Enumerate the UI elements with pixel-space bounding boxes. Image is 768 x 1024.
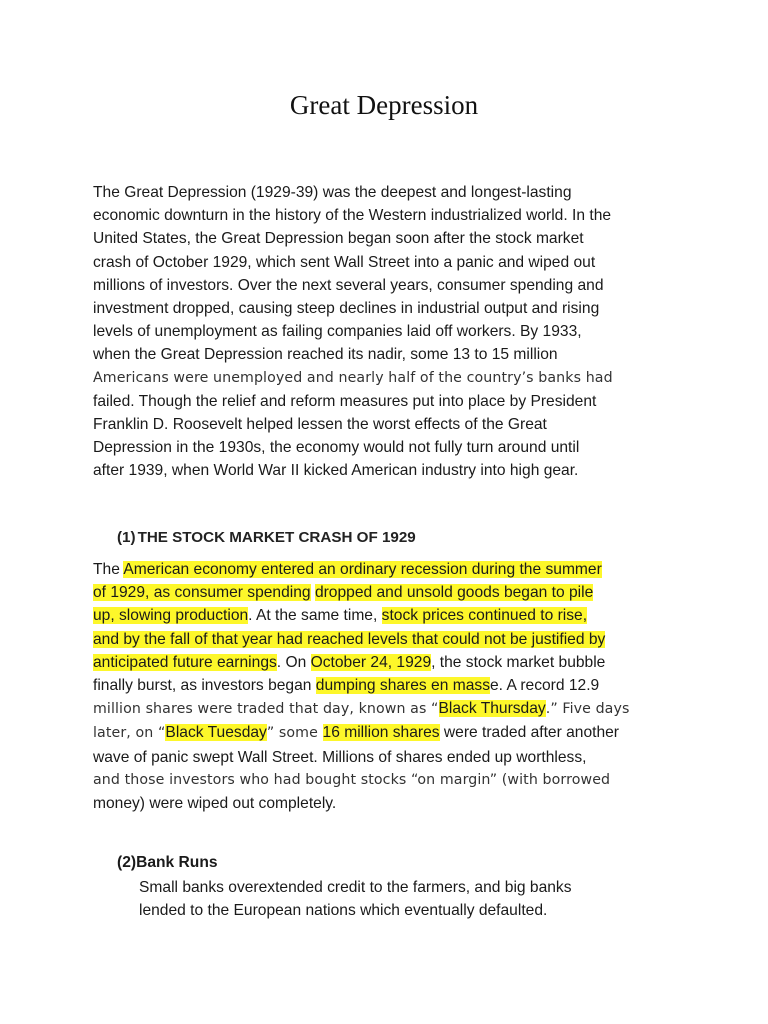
highlighted-text: stock prices continued to rise, — [381, 607, 588, 625]
section-1-line — [93, 651, 683, 674]
highlighted-text: 16 million shares — [322, 724, 440, 742]
intro-line: investment dropped, causing steep declines in industrial output and rising — [93, 300, 600, 318]
intro-line: after 1939, when World War II kicked American industry into high gear. — [93, 462, 579, 480]
text-run: The — [93, 561, 124, 578]
section-1-line — [93, 628, 683, 651]
highlighted-text: of 1929, as consumer spending — [93, 584, 311, 602]
section-2-paragraph — [139, 876, 572, 922]
section-1-line — [93, 697, 683, 721]
text-run: . At the same time, — [248, 607, 382, 625]
text-run: were traded after another — [439, 724, 619, 742]
intro-line: millions of investors. Over the next several years, consumer spending and — [93, 276, 604, 294]
intro-line: when the Great Depression reached its nadir, some 13 to 15 million — [93, 346, 558, 364]
text-run: later, on “ — [93, 725, 166, 742]
text-run: . On — [276, 653, 311, 671]
highlighted-text: October 24, 1929 — [310, 653, 432, 671]
intro-line: levels of unemployment as failing companies laid off workers. By 1933, — [93, 323, 582, 341]
section-1-line — [93, 674, 683, 697]
text-run: , the stock market bubble — [431, 653, 606, 671]
highlighted-text: anticipated future earnings — [93, 653, 277, 671]
section-2-number: (2) — [117, 854, 137, 871]
intro-line: Franklin D. Roosevelt helped lessen the worst effects of the Great — [93, 416, 547, 434]
text-run: ” some — [266, 725, 323, 742]
section-1-line: and those investors who had bought stocks “on margin” (with borrowed — [93, 771, 611, 788]
section-1-line — [93, 604, 683, 627]
highlighted-text: dumping shares en mass — [315, 677, 490, 695]
text-run: .” Five days — [545, 701, 630, 718]
highlighted-text: and by the fall of that year had reached levels that could not be justified by — [93, 630, 606, 648]
section-2-heading-text: Bank Runs — [136, 854, 218, 871]
text-run: e. A record 12.9 — [490, 677, 600, 695]
section-1-line: money) were wiped out completely. — [93, 795, 337, 813]
section-1-line: wave of panic swept Wall Street. Millions of shares ended up worthless, — [93, 748, 587, 766]
document-title: Great Depression — [289, 90, 479, 120]
intro-line: economic downturn in the history of the Western industrialized world. In the — [93, 207, 612, 225]
section-2-line: lended to the European nations which eventually defaulted. — [139, 902, 548, 920]
intro-line: crash of October 1929, which sent Wall Street into a panic and wiped out — [93, 253, 596, 271]
highlighted-text: American economy entered an ordinary recession during the summer — [123, 561, 602, 578]
section-1-heading-text: THE STOCK MARKET CRASH OF 1929 — [137, 529, 416, 546]
section-1-heading — [117, 527, 416, 549]
highlighted-text: up, slowing production — [93, 607, 249, 625]
text-run: finally burst, as investors began — [93, 677, 316, 695]
section-2-line: Small banks overextended credit to the farmers, and big banks — [139, 879, 572, 896]
section-1-line — [93, 721, 683, 745]
intro-line: Americans were unemployed and nearly half of the country’s banks had — [93, 369, 613, 386]
section-2-heading — [117, 852, 218, 874]
intro-paragraph — [93, 181, 683, 483]
intro-line: failed. Though the relief and reform measures put into place by President — [93, 392, 597, 410]
intro-line: The Great Depression (1929-39) was the deepest and longest-lasting — [93, 184, 572, 201]
section-1-number: (1) — [117, 529, 136, 546]
highlighted-text: dropped and unsold goods began to pile — [314, 584, 594, 602]
section-1-paragraph — [93, 558, 683, 815]
intro-line: United States, the Great Depression began soon after the stock market — [93, 230, 584, 248]
text-run: million shares were traded that day, known as “ — [93, 701, 439, 718]
highlighted-text: Black Tuesday — [165, 724, 267, 742]
intro-line: Depression in the 1930s, the economy would not fully turn around until — [93, 439, 580, 457]
highlighted-text: Black Thursday — [438, 700, 546, 718]
section-1-line — [93, 581, 683, 604]
section-1-line — [93, 558, 683, 581]
